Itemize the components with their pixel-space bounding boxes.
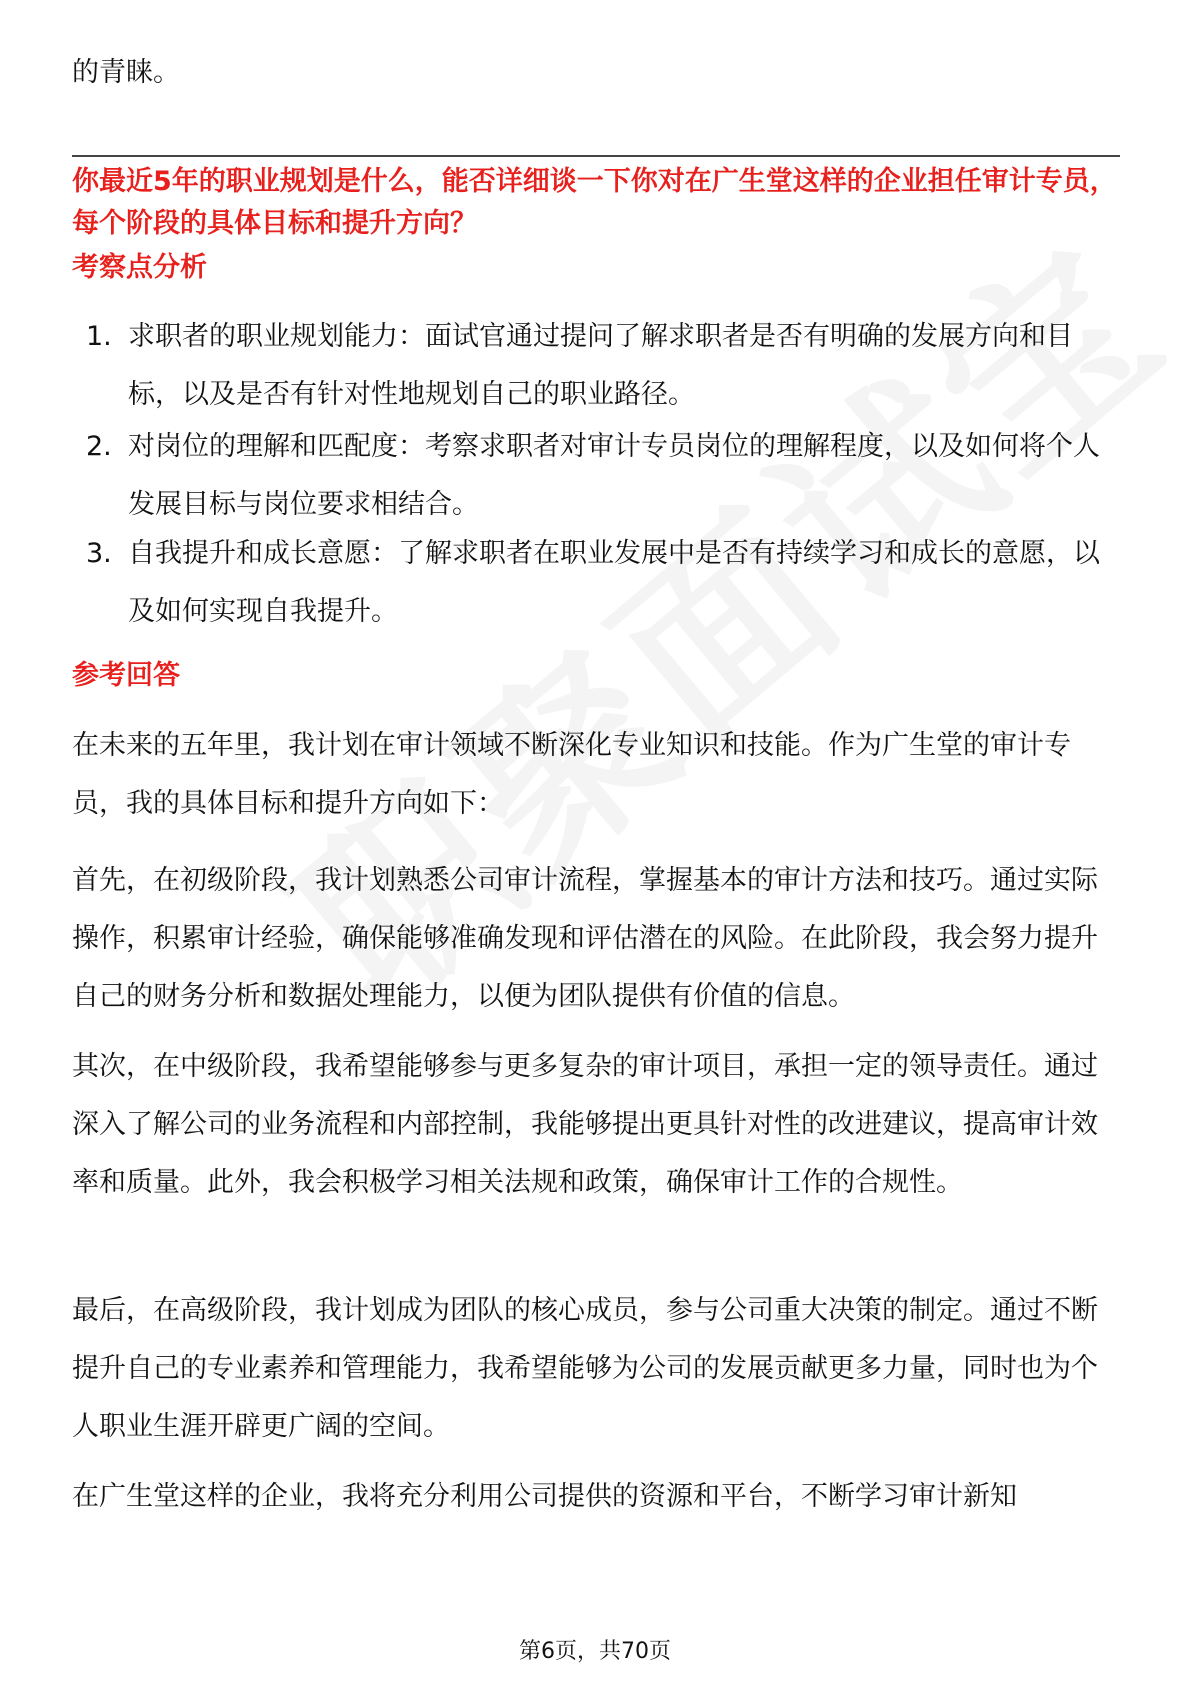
analysis-item-text: 自我提升和成长意愿：了解求职者在职业发展中是否有持续学习和成长的意愿，以及如何实现自我提升。 xyxy=(128,538,1100,627)
list-number: 3. xyxy=(86,538,112,569)
answer-paragraph: 首先，在初级阶段，我计划熟悉公司审计流程，掌握基本的审计方法和技巧。通过实际操作，积累审计经验，确保能够准确发现和评估潜在的风险。在此阶段，我会努力提升自己的财务分析和数据处理能力，以便为团队提供有价值的信息。 xyxy=(72,865,1098,1012)
divider xyxy=(72,155,1120,157)
question-title: 你最近5年的职业规划是什么，能否详细谈一下你对在广生堂这样的企业担任审计专员，每个阶段的具体目标和提升方向？ xyxy=(72,166,1117,239)
previous-paragraph-tail: 的青睐。 xyxy=(72,57,180,88)
list-number: 1. xyxy=(86,321,112,352)
answer-heading: 参考回答 xyxy=(72,660,180,691)
analysis-heading: 考察点分析 xyxy=(72,252,207,283)
answer-paragraph: 其次，在中级阶段，我希望能够参与更多复杂的审计项目，承担一定的领导责任。通过深入了解公司的业务流程和内部控制，我能够提出更具针对性的改进建议，提高审计效率和质量。此外，我会积极学习相关法规和政策，确保审计工作的合规性。 xyxy=(72,1051,1098,1198)
answer-paragraph: 在广生堂这样的企业，我将充分利用公司提供的资源和平台，不断学习审计新知 xyxy=(72,1481,1017,1512)
page-footer: 第6页，共70页 xyxy=(519,1639,671,1664)
answer-paragraph: 在未来的五年里，我计划在审计领域不断深化专业知识和技能。作为广生堂的审计专员，我的具体目标和提升方向如下： xyxy=(72,730,1071,819)
analysis-item xyxy=(86,418,1120,534)
analysis-item-text: 对岗位的理解和匹配度：考察求职者对审计专员岗位的理解程度，以及如何将个人发展目标与岗位要求相结合。 xyxy=(128,431,1100,520)
analysis-item xyxy=(86,525,1120,641)
analysis-item xyxy=(86,308,1120,424)
analysis-item-text: 求职者的职业规划能力：面试官通过提问了解求职者是否有明确的发展方向和目标，以及是否有针对性地规划自己的职业路径。 xyxy=(128,321,1073,410)
answer-paragraph: 最后，在高级阶段，我计划成为团队的核心成员，参与公司重大决策的制定。通过不断提升自己的专业素养和管理能力，我希望能够为公司的发展贡献更多力量，同时也为个人职业生涯开辟更广阔的空间。 xyxy=(72,1295,1098,1442)
list-number: 2. xyxy=(86,431,112,462)
